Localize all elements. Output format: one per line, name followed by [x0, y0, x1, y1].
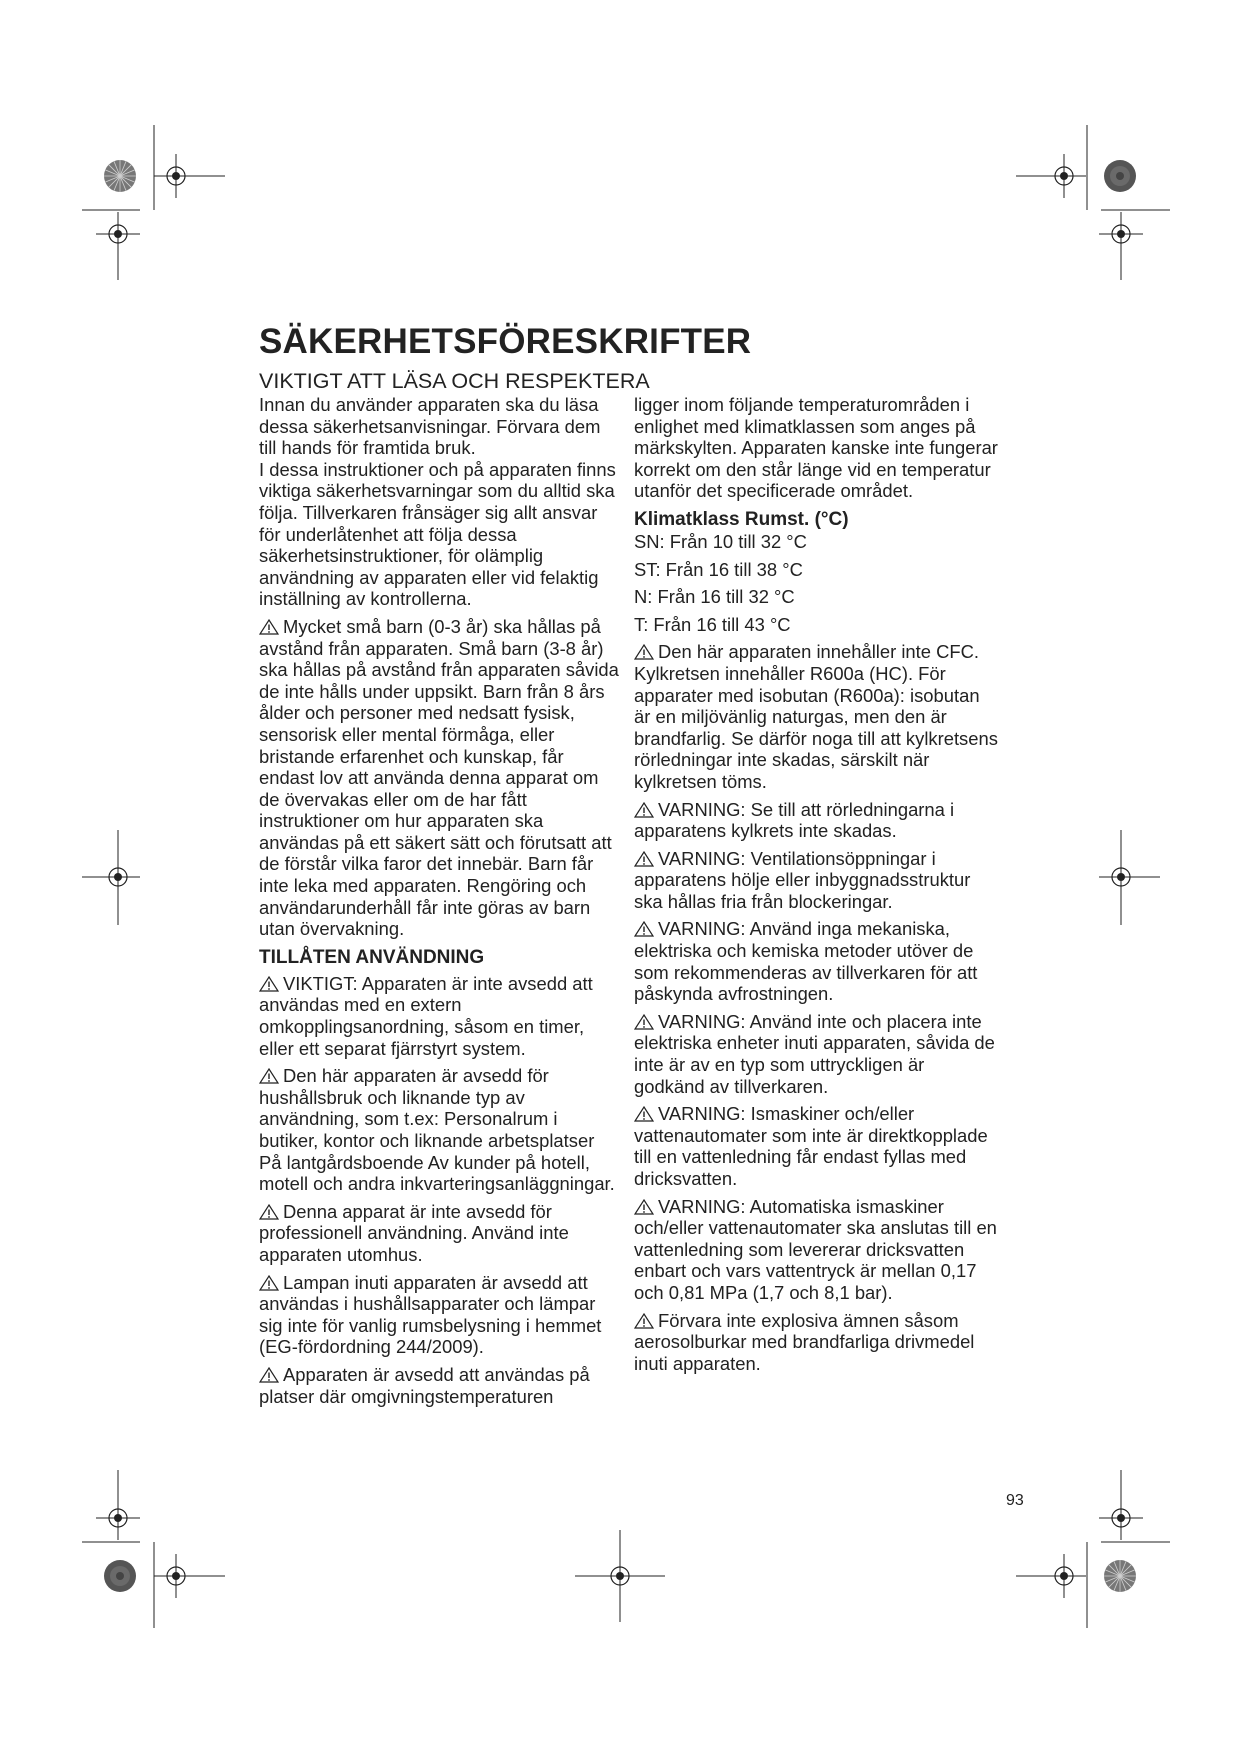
warning-icon [259, 619, 279, 635]
auto-icemaker-warning [634, 1196, 999, 1304]
auto-icemaker-warning-text: VARNING: Automatiska ismaskiner och/eller vattenautomater ska anslutas till en vattenledning som levererar dricksvatten enbart och vars vattentryck är mellan 0,17 och 0,81 MPa (1,7 och 8,1 bar). [634, 1195, 997, 1303]
climate-row-sn: SN: Från 10 till 32 °C [634, 530, 807, 552]
professional-warning-text: Denna apparat är inte avsedd för professionell användning. Använd inte apparaten utomhus. [259, 1200, 569, 1265]
climate-row-st: ST: Från 16 till 38 °C [634, 558, 803, 580]
intro-paragraph-2: I dessa instruktioner och på apparaten finns viktiga säkerhetsvarningar som du alltid ska följa. Tillverkaren frånsäger sig allt ansvar för underlåtenhet att följa dessa säkerhetsinstruktioner, för olämplig användning av apparaten eller vid felaktig inställning av kontrollerna. [259, 458, 616, 610]
ambient-warning-text: Apparaten är avsedd att användas på platser där omgivningstemperaturen [259, 1363, 590, 1407]
children-warning-text: Mycket små barn (0-3 år) ska hållas på avstånd från apparaten. Små barn (3-8 år) ska hållas på avstånd från apparaten såvida de inte hålls under uppsikt. Barn från 8 års ålder och personer med nedsatt fysisk, sensorisk eller mental förmåga, eller bristande erfarenhet och kunskap, får endast lov att använda denna apparat om de övervakas eller om de har fått instruktioner om hur apparaten ska användas på ett säkert sätt och förutsatt att de förstår vilka faror det innebär. Barn får inte leka med apparaten. Rengöring och användarunderhåll får inte göras av barn utan övervakning. [259, 615, 619, 940]
household-warning [259, 1065, 619, 1195]
warning-icon [634, 802, 654, 818]
climate-row-t: T: Från 16 till 43 °C [634, 613, 791, 635]
warning-icon [634, 921, 654, 937]
warning-icon [259, 1275, 279, 1291]
section-heading-permitted-use: TILLÅTEN ANVÄNDNING [259, 946, 485, 968]
ventilation-warning [634, 848, 999, 913]
important-warning [259, 973, 619, 1059]
household-warning-text: Den här apparaten är avsedd för hushållsbruk och liknande typ av användning, som t.ex: Personalrum i butiker, kontor och liknande arbetsplatser På lantgårdsboende Av kunder på hotell, motell och andra inkvarteringsanläggningar. [259, 1065, 615, 1195]
lamp-warning-text: Lampan inuti apparaten är avsedd att användas i hushållsapparater och lämpar sig inte för vanlig rumsbelysning i hemmet (EG-fördordning 244/2009). [259, 1271, 602, 1358]
professional-warning [259, 1201, 619, 1266]
lamp-warning [259, 1272, 619, 1358]
ambient-continued: ligger inom följande temperaturområden i enlighet med klimatklassen som anges på märkskylten. Apparaten kanske inte fungerar korrekt om den står länge vid en temperatur utanför det specificerade området. [634, 394, 998, 502]
warning-icon [259, 1367, 279, 1383]
children-warning [259, 616, 619, 940]
warning-icon [259, 976, 279, 992]
warning-icon [634, 1106, 654, 1122]
cfc-warning [634, 641, 999, 792]
intro-paragraph-1: Innan du använder apparaten ska du läsa dessa säkerhetsanvisningar. Förvara dem till hands för framtida bruk. [259, 394, 601, 459]
warning-icon [634, 1313, 654, 1329]
left-column [259, 394, 619, 1407]
electric-devices-warning [634, 1011, 999, 1097]
right-column [634, 394, 999, 1374]
warning-icon [634, 644, 654, 660]
ventilation-warning-text: VARNING: Ventilationsöppningar i apparatens hölje eller inbyggnadsstruktur ska hållas fria från blockeringar. [634, 847, 971, 912]
pipes-warning-text: VARNING: Se till att rörledningarna i apparatens kylkrets inte skadas. [634, 798, 955, 842]
defrost-warning-text: VARNING: Använd inga mekaniska, elektriska och kemiska metoder utöver de som rekommenderas av tillverkaren för att påskynda avfrostningen. [634, 918, 978, 1005]
electric-devices-warning-text: VARNING: Använd inte och placera inte elektriska enheter inuti apparaten, såvida de inte är av en typ som uttryckligen är godkänd av tillverkaren. [634, 1010, 995, 1097]
warning-icon [634, 1199, 654, 1215]
warning-icon [634, 1014, 654, 1030]
important-warning-text: VIKTIGT: Apparaten är inte avsedd att användas med en extern omkopplingsanordning, såsom en timer, eller ett separat fjärrstyrt system. [259, 972, 593, 1059]
climate-class-heading: Klimatklass Rumst. (°C) [634, 508, 849, 530]
icemaker-warning-text: VARNING: Ismaskiner och/eller vattenautomater som inte är direktkopplade till en vattenledning får endast fyllas med dricksvatten. [634, 1103, 988, 1189]
cfc-warning-text: Den här apparaten innehåller inte CFC. Kylkretsen innehåller R600a (HC). För apparater med isobutan (R600a): isobutan är en miljövänlig naturgas, men den är brandfarlig. Se därför noga till att kylkretsens rörledningar inte skadas, särskilt när kylkretsen töms. [634, 641, 998, 792]
warning-icon [634, 851, 654, 867]
explosive-warning [634, 1310, 999, 1375]
pipes-warning [634, 799, 999, 842]
page-subtitle: VIKTIGT ATT LÄSA OCH RESPEKTERA [259, 369, 650, 393]
ambient-warning [259, 1364, 619, 1407]
page-number: 93 [1006, 1492, 1024, 1509]
explosive-warning-text: Förvara inte explosiva ämnen såsom aerosolburkar med brandfarliga drivmedel inuti apparaten. [634, 1309, 975, 1374]
warning-icon [259, 1204, 279, 1220]
page-title: SÄKERHETSFÖRESKRIFTER [259, 322, 752, 361]
icemaker-warning [634, 1103, 999, 1189]
defrost-warning [634, 918, 999, 1004]
warning-icon [259, 1068, 279, 1084]
climate-row-n: N: Från 16 till 32 °C [634, 586, 795, 608]
